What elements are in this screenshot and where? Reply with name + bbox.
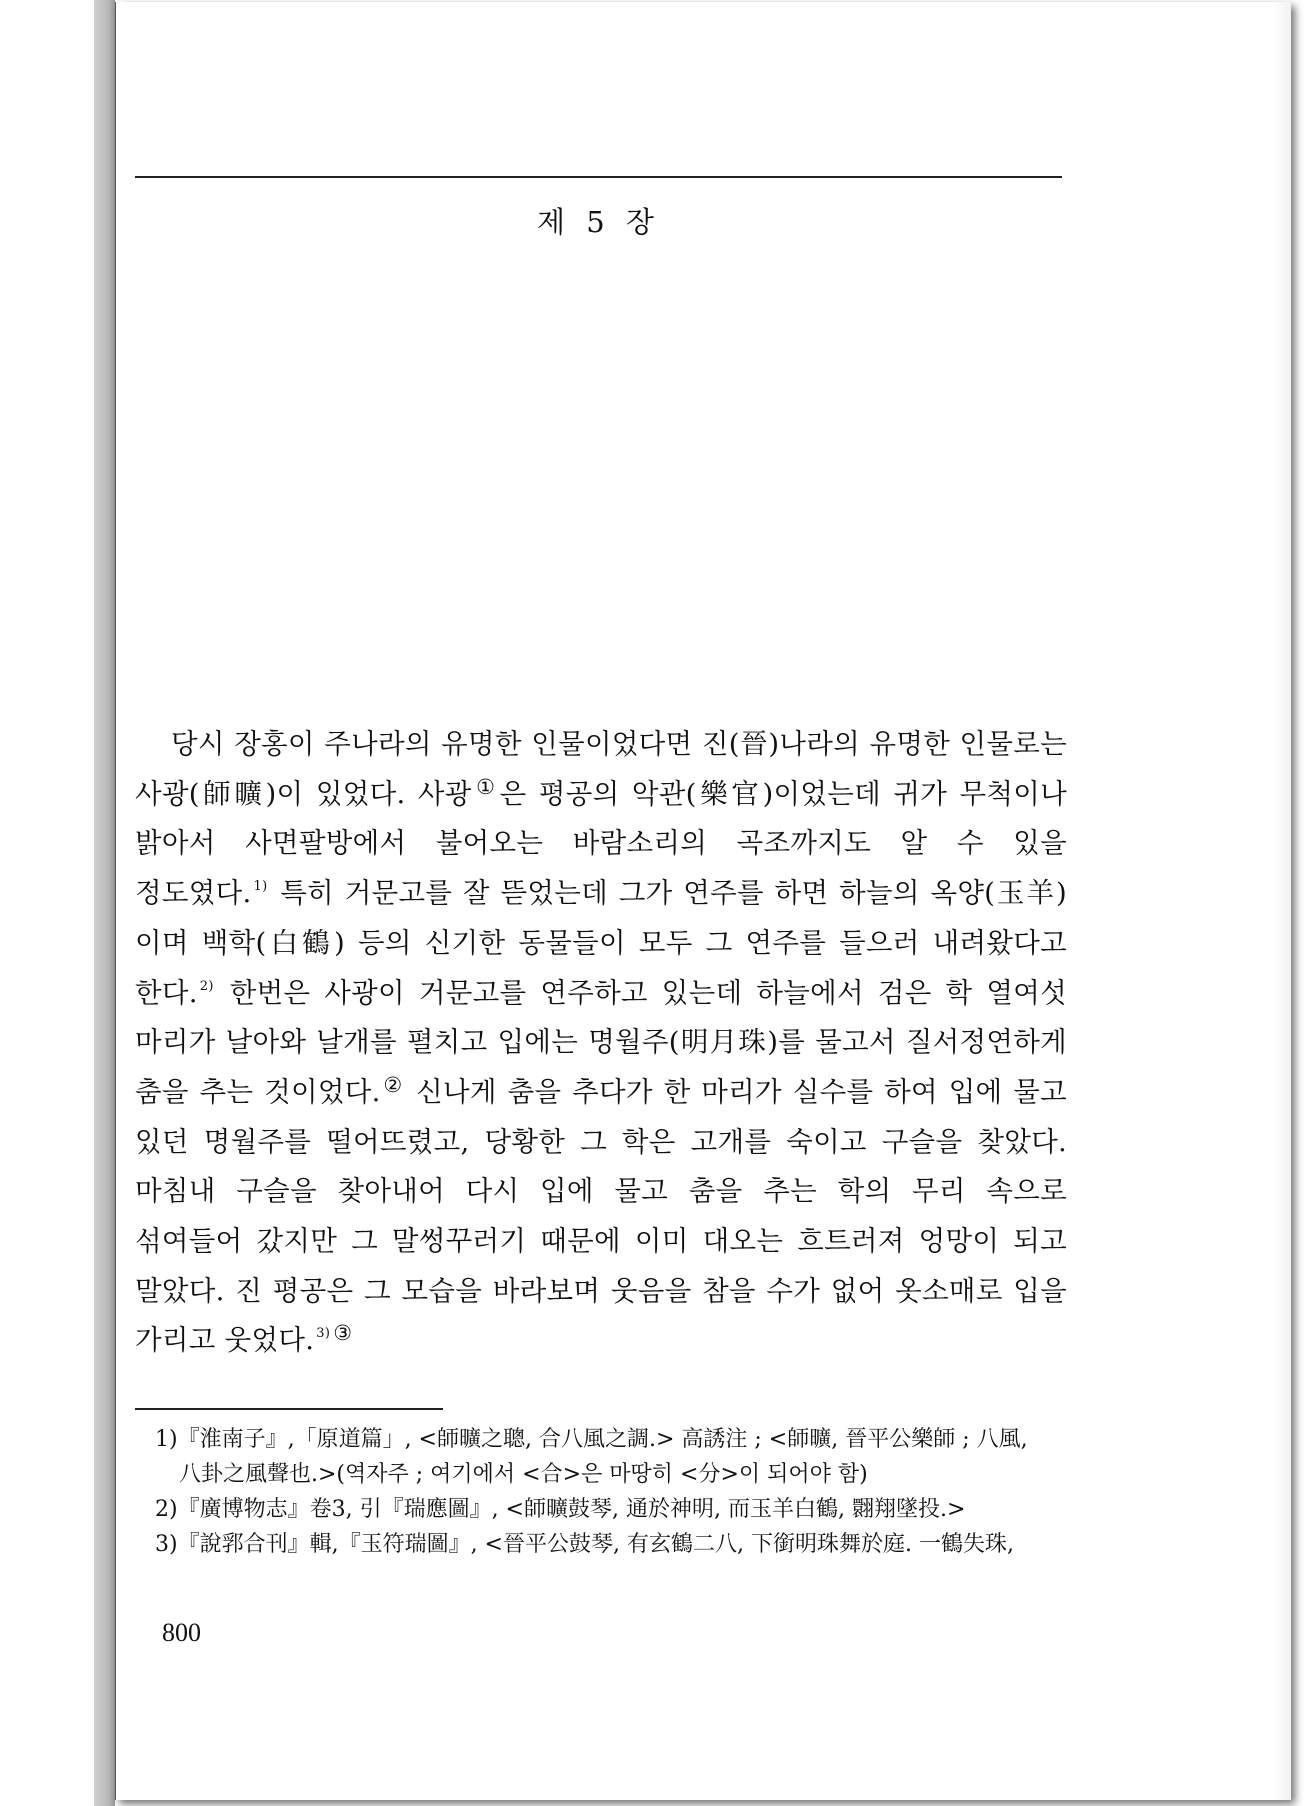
footnote-ref[interactable]: 3) (316, 1326, 331, 1342)
circled-marker: ③ (333, 1321, 353, 1346)
footnote-ref[interactable]: 1) (253, 879, 268, 895)
footnote-3: 3)『說郛合刊』輯,『玉符瑞圖』, <晉平公鼓琴, 有玄鶴二八, 下銜明珠舞於庭. 一鶴失珠, (155, 1532, 1014, 1557)
text-segment: 당시 장홍이 주나라의 유명한 인물이었다면 진(晉)나라의 유명한 인물로는 사광(師曠)이 있었다. 사광 (135, 728, 1067, 810)
page-number: 800 (162, 1618, 201, 1647)
footnote-ref[interactable]: 2) (199, 978, 214, 994)
text-segment: 은 평공의 악관(樂官)이었는데 귀가 무척이나 밝아서 사면팔방에서 불어오는 바람소리의 곡조까지도 알 수 있을 정도였다. (135, 777, 1067, 910)
footnote-1: 1)『淮南子』,「原道篇」, <師曠之聰, 合八風之調.> 高誘注 ; <師曠, 晉平公樂師 ; 八風, (155, 1427, 1028, 1452)
circled-marker: ② (381, 1072, 405, 1097)
footnote-separator (135, 1408, 443, 1410)
text-segment: 신나게 춤을 추다가 한 마리가 실수를 하여 입에 물고 있던 명월주를 떨어뜨렸고, 당황한 그 학은 고개를 숙이고 구슬을 찾았다. 마침내 구슬을 찾아내어 다시 입에 물고 춤을 추는 학의 무리 속으로 섞여들어 갔지만 그 말썽꾸러기 때문에 이미 대오는 흐트러져 엉망이 되고 말았다. 진 평공은 그 모습을 바라보며 웃음을 참을 수가 없어 옷소매로 입을 가리고 웃었다. (135, 1075, 1067, 1357)
chapter-heading-rule (135, 176, 1062, 178)
chapter-title: 제 5 장 (537, 205, 660, 239)
circled-marker: ① (472, 774, 499, 799)
footnote-1-continued: 八卦之風聲也.>(역자주 ; 여기에서 <合>은 마땅히 <分>이 되어야 함) (179, 1462, 868, 1487)
text-segment: 한번은 사광이 거문고를 연주하고 있는데 하늘에서 검은 학 열여섯 마리가 날아와 날개를 펼치고 입에는 명월주(明月珠)를 물고서 질서정연하게 춤을 추는 것이었다. (135, 976, 1067, 1108)
page-edge-shading (1273, 2, 1291, 1800)
body-paragraph (135, 720, 1067, 1366)
book-spine-edge (0, 0, 115, 1806)
footnotes-list (155, 1422, 1067, 1562)
footnote-2: 2)『廣博物志』卷3, 引『瑞應圖』, <師曠鼓琴, 通於神明, 而玉羊白鶴, 翾翔墜投.> (155, 1497, 966, 1522)
text-segment: 특히 거문고를 잘 뜯었는데 그가 연주를 하면 하늘의 옥양(玉羊)이며 백학(白鶴) 등의 신기한 동물들이 모두 그 연주를 들으러 내려왔다고 한다. (135, 877, 1067, 1009)
